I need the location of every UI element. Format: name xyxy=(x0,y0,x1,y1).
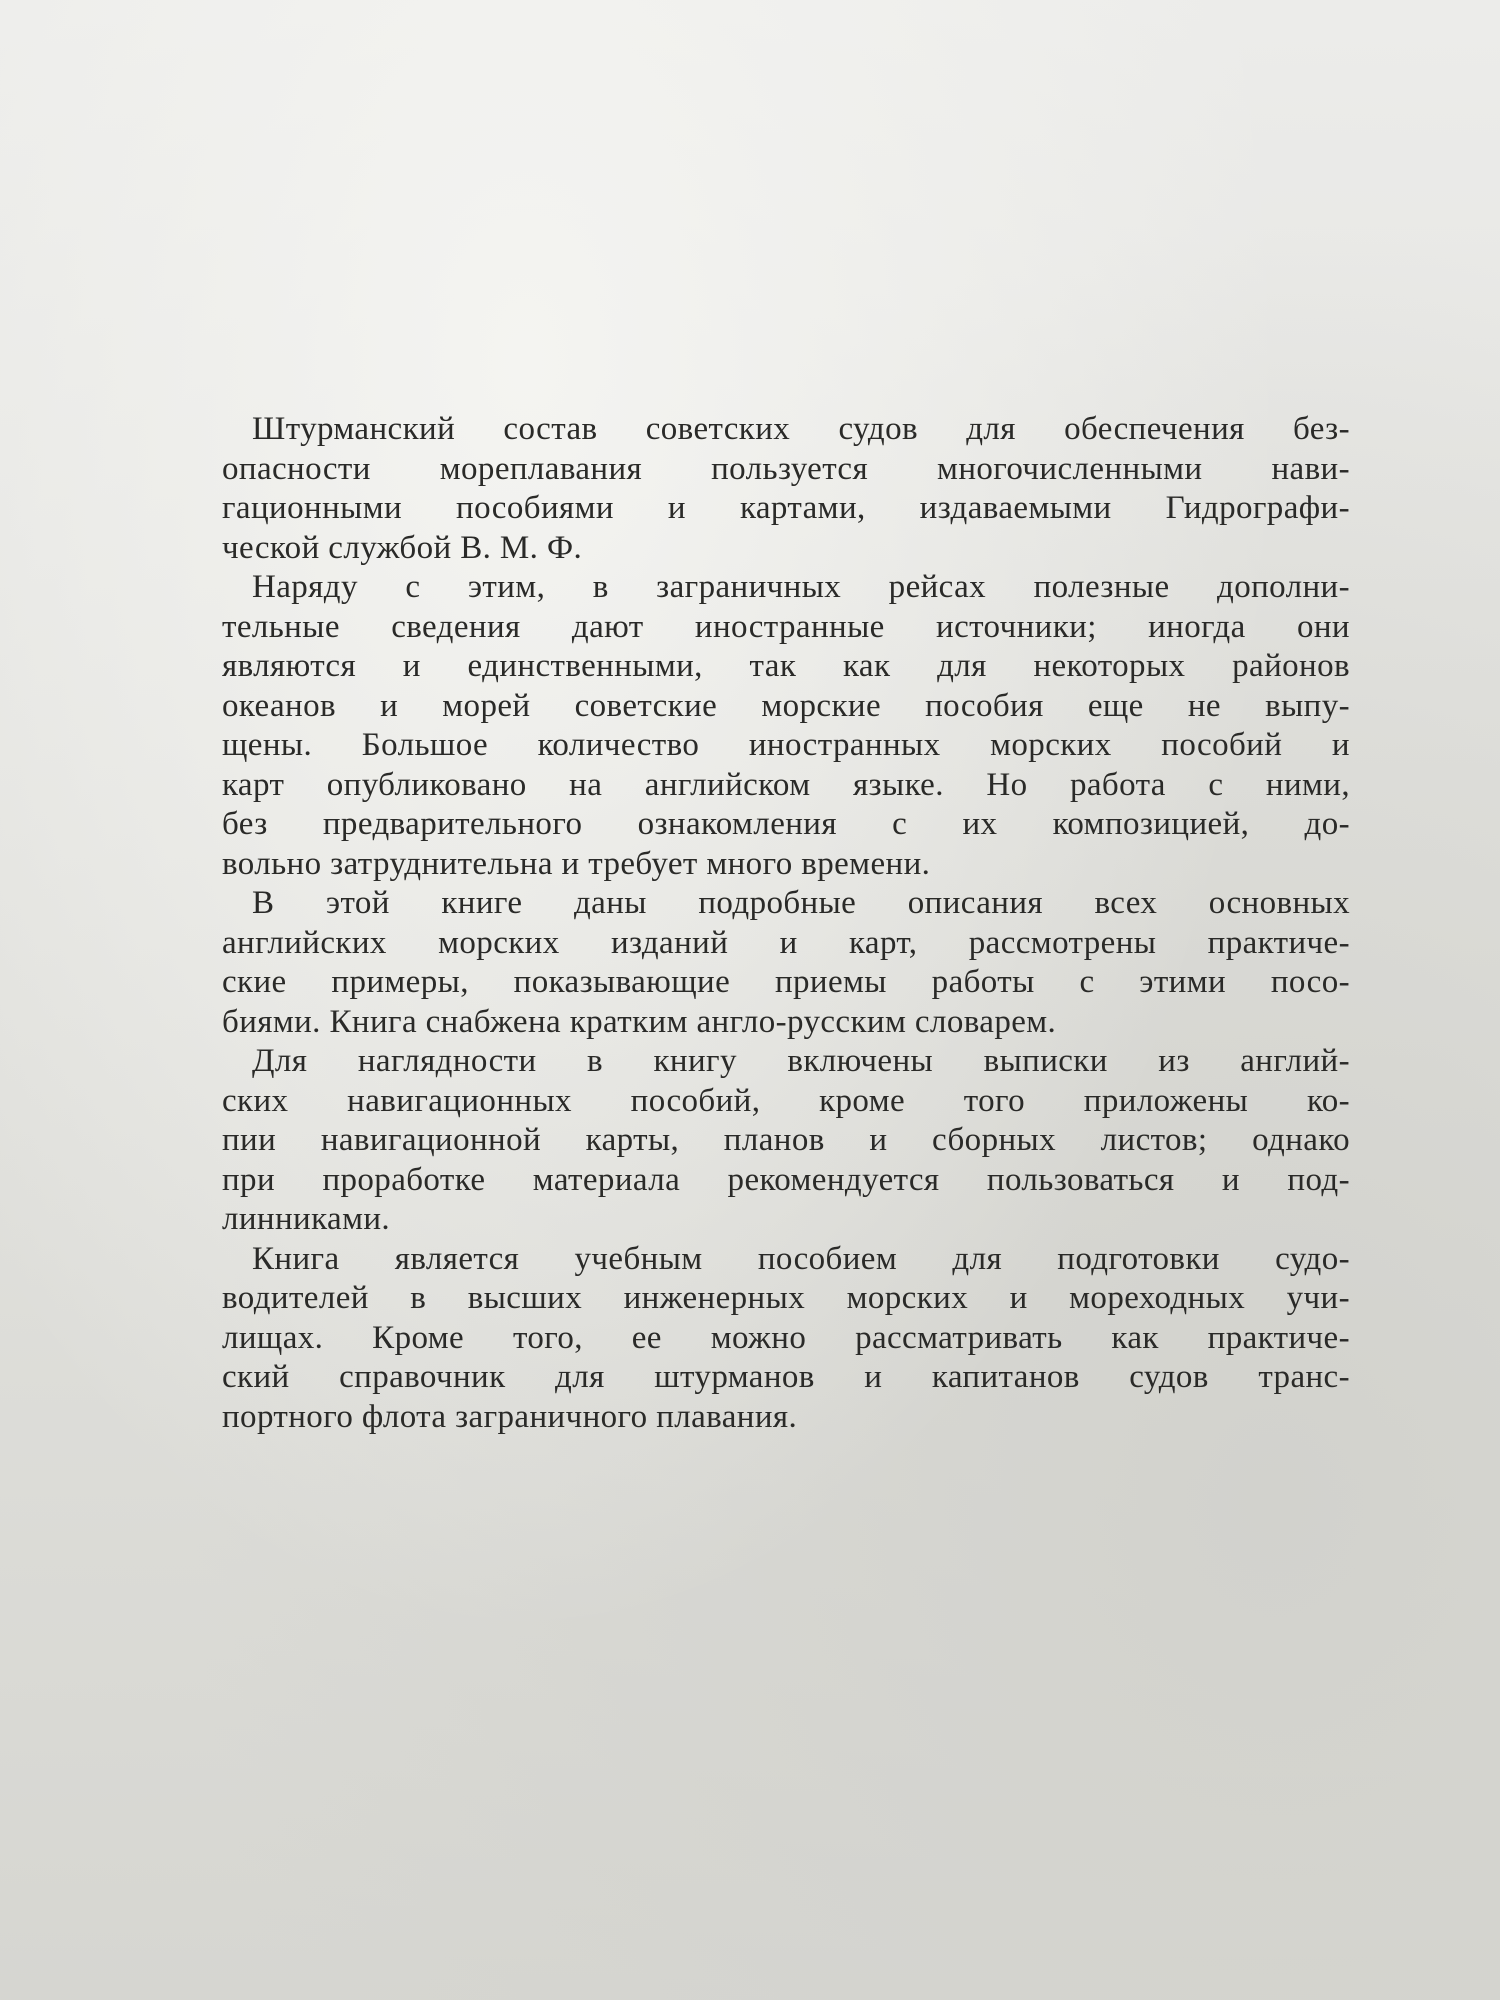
paragraph-line: вольно затруднительна и требует много времени. xyxy=(222,845,931,882)
paragraph-line: английских морских изданий и карт, рассмотрены практиче- xyxy=(222,924,1350,961)
paragraph-line: В этой книге даны подробные описания всех основных xyxy=(252,885,1350,921)
paragraph-line: тельные сведения дают иностранные источники; иногда они xyxy=(222,608,1350,645)
paragraph-line: гационными пособиями и картами, издаваемыми Гидрографи- xyxy=(222,490,1350,526)
paragraph-line: Для наглядности в книгу включены выписки из англий- xyxy=(252,1043,1350,1079)
paragraph-line: щены. Большое количество иностранных морских пособий и xyxy=(222,727,1350,763)
paragraph-line: Наряду с этим, в заграничных рейсах полезные дополни- xyxy=(252,569,1350,605)
paragraph-line: водителей в высших инженерных морских и мореходных учи- xyxy=(222,1280,1350,1316)
paragraph-2 xyxy=(222,568,1350,884)
paragraph-line: при проработке материала рекомендуется пользоваться и под- xyxy=(222,1161,1350,1198)
paragraph-1 xyxy=(222,410,1350,568)
paragraph-line: лищах. Кроме того, ее можно рассматривать как практиче- xyxy=(222,1319,1350,1356)
paragraph-3 xyxy=(222,884,1350,1042)
paragraph-line: биями. Книга снабжена кратким англо-русским словарем. xyxy=(222,1003,1057,1040)
paragraph-line: ский справочник для штурманов и капитанов судов транс- xyxy=(222,1359,1350,1395)
paragraph-line: линниками. xyxy=(222,1201,391,1237)
paragraph-line: карт опубликовано на английском языке. Но работа с ними, xyxy=(222,766,1350,803)
paragraph-line: Книга является учебным пособием для подготовки судо- xyxy=(252,1240,1350,1277)
paragraph-line: пии навигационной карты, планов и сборных листов; однако xyxy=(222,1122,1350,1158)
paragraph-4 xyxy=(222,1042,1350,1240)
paragraph-5 xyxy=(222,1240,1350,1438)
paragraph-line: без предварительного ознакомления с их композицией, до- xyxy=(222,806,1350,842)
paragraph-line: портного флота заграничного плавания. xyxy=(222,1398,798,1435)
paragraph-line: являются и единственными, так как для некоторых районов xyxy=(222,648,1350,684)
paragraph-line: ческой службой В. М. Ф. xyxy=(222,529,583,566)
paragraph-line: ские примеры, показывающие приемы работы с этими посо- xyxy=(222,964,1350,1000)
paragraph-line: опасности мореплавания пользуется многочисленными нави- xyxy=(222,450,1350,487)
paragraph-line: океанов и морей советские морские пособия еще не выпу- xyxy=(222,687,1350,724)
paragraph-line: ских навигационных пособий, кроме того приложены ко- xyxy=(222,1082,1350,1119)
body-text xyxy=(222,410,1350,1437)
paragraph-line: Штурманский состав советских судов для обеспечения без- xyxy=(252,411,1350,447)
